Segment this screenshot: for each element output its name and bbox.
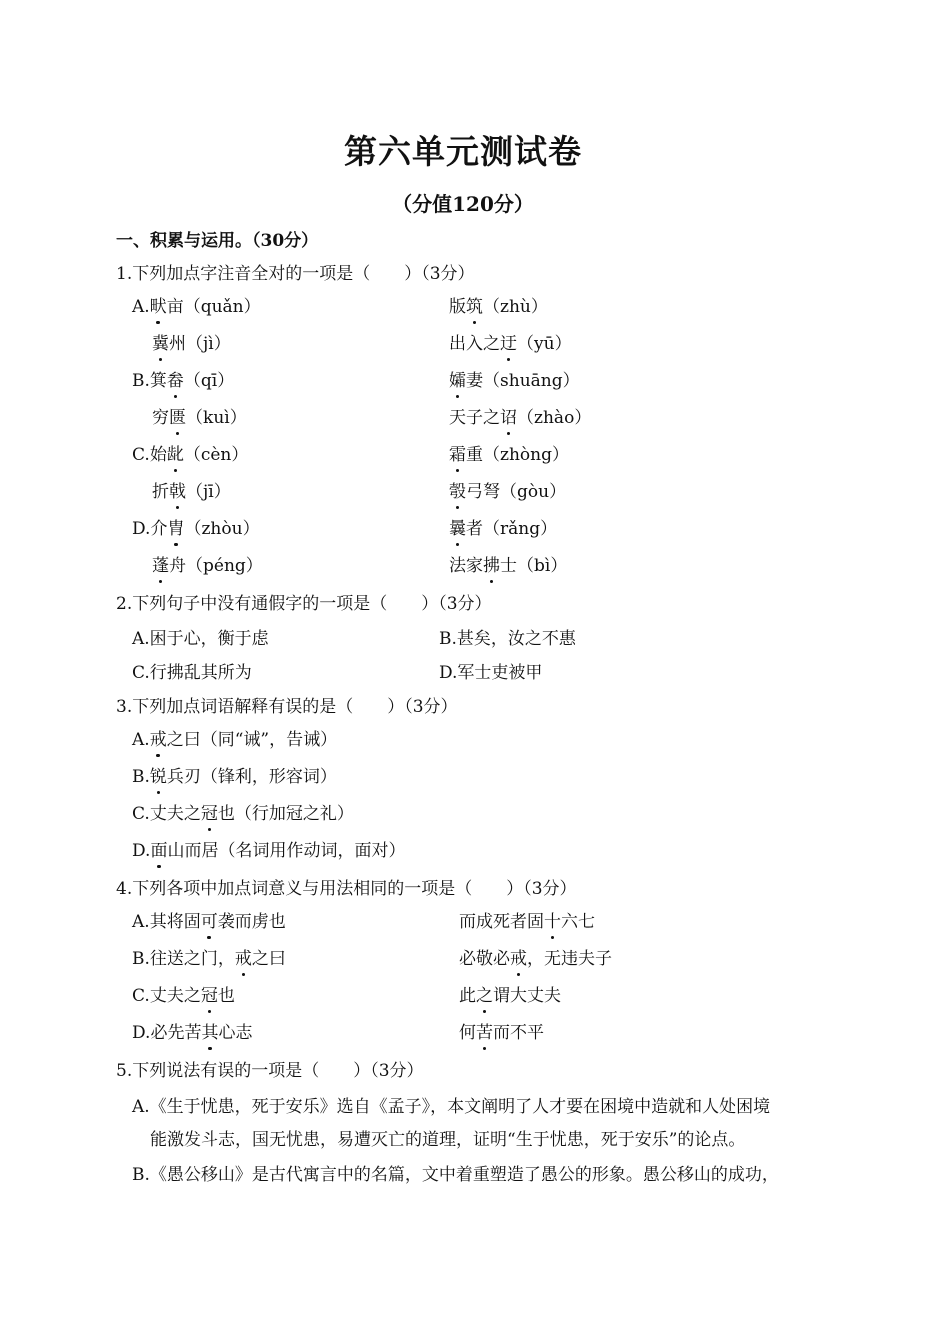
emphasis-dot-char: 戒 [510,949,527,969]
emphasis-dot-char: 锐 [149,767,167,787]
q3-option-a: A.戒之曰（同“诫”，告诫） [132,730,338,750]
emphasis-dot-char: 之 [476,986,493,1006]
emphasis-dot-char: 戒 [149,730,167,750]
q2-option-b: B.甚矣，汝之不惠 [439,629,576,649]
q1-option-c-2: 霜重（zhòng） [449,445,570,465]
q1-option-b-4: 天子之诏（zhào） [449,408,592,428]
emphasis-dot-char: 龀 [166,445,184,465]
emphasis-dot-char: 畎 [149,297,167,317]
question-3-stem: 3.下列加点词语解释有误的是（ ）（3分） [116,697,458,717]
q2-option-c: C.行拂乱其所为 [132,663,252,683]
q4-option-b-1: B.往送之门，戒之曰 [132,949,286,969]
emphasis-dot-char: 迂 [500,334,517,354]
q4-option-c-1: C.丈夫之冠也 [132,986,235,1006]
emphasis-dot-char: 苦 [476,1023,493,1043]
emphasis-dot-char: 曩 [449,519,466,539]
emphasis-dot-char: 冠 [200,986,218,1006]
q3-option-d: D.面山而居（名词用作动词，面对） [132,841,406,861]
emphasis-dot-char: 蓬 [152,556,169,576]
emphasis-dot-char: 彀 [449,482,466,502]
emphasis-dot-char: 胄 [167,519,185,539]
q1-option-d-3: 蓬舟（péng） [152,556,263,576]
score-subtitle: （分值120分） [392,192,534,216]
q4-option-a-2: 而成死者固十六七 [459,912,595,932]
q3-option-b: B.锐兵刃（锋利，形容词） [132,767,337,787]
q1-option-c-3: 折戟（jī） [152,482,231,502]
q4-option-b-2: 必敬必戒，无违夫子 [459,949,612,969]
q5-option-b-line-1: B.《愚公移山》是古代寓言中的名篇，文中着重塑造了愚公的形象。愚公移山的成功， [132,1165,779,1185]
q1-option-c-4: 彀弓弩（gòu） [449,482,567,502]
question-5-stem: 5.下列说法有误的一项是（ ）（3分） [116,1061,424,1081]
q5-option-a-line-2: 能激发斗志，国无忧患，易遭灭亡的道理，证明“生于忧患，死于安乐”的论点。 [150,1130,746,1150]
emphasis-dot-char: 诏 [500,408,517,428]
q1-option-a-1: A.畎亩（quǎn） [132,297,261,317]
q1-option-a-3: 冀州（jì） [152,334,231,354]
q1-option-b-3: 穷匮（kuì） [152,408,247,428]
q1-option-b-1: B.箕畚（qī） [132,371,235,391]
emphasis-dot-char: 匮 [169,408,186,428]
q1-option-d-1: D.介胄（zhòu） [132,519,260,539]
emphasis-dot-char: 冠 [200,804,218,824]
q4-option-d-1: D.必先苦其心志 [132,1023,253,1043]
q4-option-d-2: 何苦而不平 [459,1023,544,1043]
emphasis-dot-char: 十 [544,912,561,932]
q1-option-d-2: 曩者（rǎng） [449,519,558,539]
q2-option-a: A.困于心，衡于虑 [132,629,269,649]
page-title: 第六单元测试卷 [344,132,582,171]
q4-option-c-2: 此之谓大丈夫 [459,986,561,1006]
question-2-stem: 2.下列句子中没有通假字的一项是（ ）（3分） [116,594,492,614]
q1-option-c-1: C.始龀（cèn） [132,445,249,465]
emphasis-dot-char: 戒 [234,949,252,969]
q1-option-a-2: 版筑（zhù） [449,297,548,317]
q3-option-c: C.丈夫之冠也（行加冠之礼） [132,804,354,824]
emphasis-dot-char: 冀 [152,334,169,354]
q4-option-a-1: A.其将固可袭而虏也 [132,912,286,932]
question-4-stem: 4.下列各项中加点词意义与用法相同的一项是（ ）（3分） [116,879,577,899]
emphasis-dot-char: 霜 [449,445,466,465]
q1-option-b-2: 孀妻（shuāng） [449,371,580,391]
question-1-stem: 1.下列加点字注音全对的一项是（ ）（3分） [116,264,475,284]
q5-option-a-line-1: A.《生于忧患，死于安乐》选自《孟子》，本文阐明了人才要在困境中造就和人处困境 [132,1097,771,1117]
emphasis-dot-char: 筑 [466,297,483,317]
q1-option-d-4: 法家拂士（bì） [449,556,568,576]
q2-option-d: D.军士吏被甲 [439,663,543,683]
emphasis-dot-char: 其 [201,1023,219,1043]
q1-option-a-4: 出入之迂（yū） [449,334,572,354]
emphasis-dot-char: 畚 [166,371,184,391]
emphasis-dot-char: 孀 [449,371,466,391]
section-heading: 一、积累与运用。（30分） [116,231,319,251]
emphasis-dot-char: 戟 [169,482,186,502]
emphasis-dot-char: 拂 [483,556,500,576]
emphasis-dot-char: 面 [150,841,168,861]
emphasis-dot-char: 可 [200,912,218,932]
